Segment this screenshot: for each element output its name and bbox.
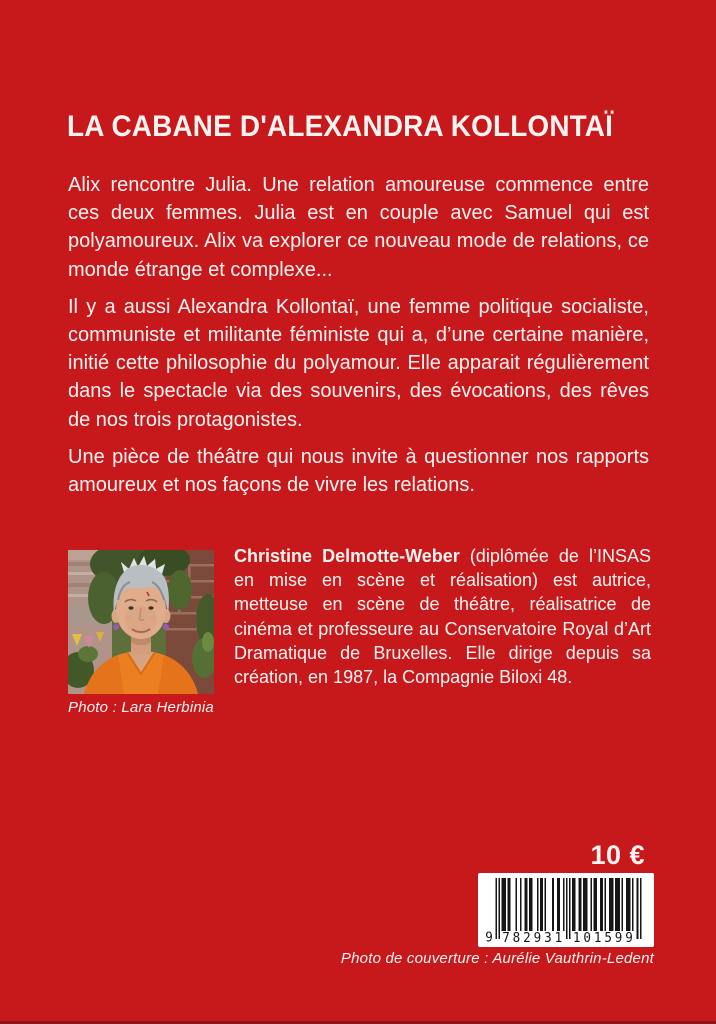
synopsis-paragraph-3: Une pièce de théâtre qui nous invite à questionner nos rapports amoureux et nos façons de vivre les relations. <box>68 445 649 497</box>
cover-photo-credit: Photo de couverture : Aurélie Vauthrin-Ledent <box>340 950 654 967</box>
barcode-digit-left: 9 <box>485 930 493 943</box>
synopsis-paragraph-1: Alix rencontre Julia. Une relation amoureuse commence entre ces deux femmes. Julia est en couple avec Samuel qui est polyamoureux. Alix va explorer ce nouveau mode de relations, ce monde étrange et complexe... <box>68 174 649 281</box>
book-title: LA CABANE D'ALEXANDRA KOLLONTAÏ <box>67 110 614 143</box>
author-bio-text: (diplômée de l’INSAS en mise en scène et réalisation) est autrice, metteuse en scène de théâtre, réalisatrice de cinéma et professeure au Conservatoire Royal d’Art Dramatique de Bruxelles. Elle dirige depuis sa création, en 1987, la Compagnie Biloxi 48. <box>234 546 651 688</box>
author-bio <box>234 544 651 689</box>
price-label: 10 € <box>590 840 645 870</box>
author-portrait-image <box>68 550 214 694</box>
barcode-digits-group2: 101599 <box>572 930 633 943</box>
synopsis-paragraph-2: Il y a aussi Alexandra Kollontaï, une femme politique socialiste, communiste et militante féministe qui a, d’une certaine manière, initié cette philosophie du polyamour. Elle apparait régulièrement dans le spectacle via des souvenirs, des évocations, des rêves de nos trois protagonistes. <box>68 295 649 431</box>
author-photo-credit: Photo : Lara Herbinia <box>68 699 214 716</box>
barcode-digits-group1: 782931 <box>502 930 563 943</box>
author-name: Christine Delmotte-Weber <box>234 546 460 566</box>
synopsis <box>68 171 649 499</box>
isbn-barcode <box>478 873 654 947</box>
